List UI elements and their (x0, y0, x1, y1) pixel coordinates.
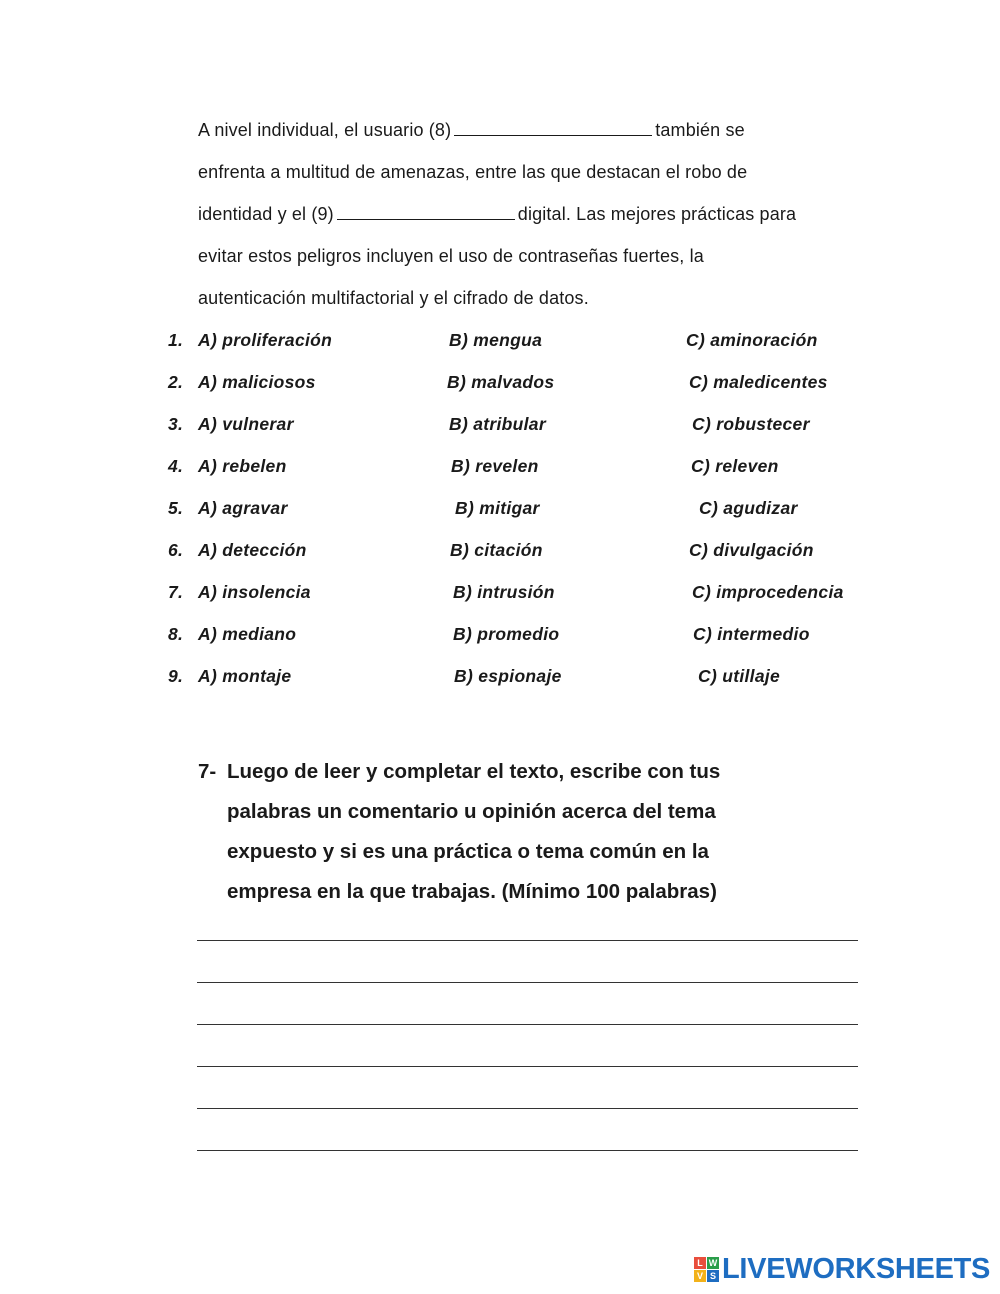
option-row-9 (168, 656, 888, 698)
option-row-3 (168, 404, 888, 446)
option-a[interactable]: A) agravar (198, 498, 288, 518)
option-number: 3. (168, 414, 184, 434)
option-number: 1. (168, 330, 184, 350)
option-c[interactable]: C) releven (691, 456, 779, 476)
option-number: 2. (168, 372, 184, 392)
paragraph-text: digital. Las mejores prácticas para (517, 204, 797, 224)
option-a[interactable]: A) detección (198, 540, 307, 560)
logo-mark-cell: W (708, 1257, 718, 1268)
option-c[interactable]: C) improcedencia (692, 582, 844, 602)
paragraph-line: evitar estos peligros incluyen el uso de contraseñas fuertes, la (198, 246, 704, 266)
option-b[interactable]: B) revelen (451, 456, 539, 476)
option-row-8 (168, 614, 888, 656)
option-row-2 (168, 362, 888, 404)
answer-line-4[interactable] (197, 1066, 858, 1067)
option-a[interactable]: A) montaje (198, 666, 292, 686)
logo-text: LIVEWORKSHEETS (722, 1253, 991, 1285)
logo-mark-cell: V (694, 1270, 706, 1282)
option-b[interactable]: B) promedio (453, 624, 560, 644)
option-c[interactable]: C) maledicentes (689, 372, 828, 392)
option-a[interactable]: A) insolencia (198, 582, 311, 602)
option-b[interactable]: B) mitigar (455, 498, 540, 518)
option-row-1 (168, 320, 888, 362)
option-c[interactable]: C) aminoración (686, 330, 818, 350)
option-a[interactable]: A) rebelen (198, 456, 287, 476)
option-b[interactable]: B) malvados (447, 372, 555, 392)
question-line: Luego de leer y completar el texto, escribe con tus (227, 760, 721, 783)
option-number: 4. (168, 456, 184, 476)
paragraph-text: A nivel individual, el usuario (8) (198, 120, 452, 140)
question-line: palabras un comentario u opinión acerca del tema (227, 800, 716, 823)
option-a[interactable]: A) maliciosos (198, 372, 316, 392)
options-list (168, 320, 888, 698)
paragraph-text: identidad y el (9) (198, 204, 334, 224)
logo-mark-cell: L (694, 1257, 706, 1269)
paragraph-line (198, 196, 878, 238)
liveworksheets-logo (694, 1253, 990, 1285)
option-c[interactable]: C) intermedio (693, 624, 810, 644)
option-number: 9. (168, 666, 184, 686)
option-b[interactable]: B) intrusión (453, 582, 555, 602)
question-line: empresa en la que trabajas. (Mínimo 100 palabras) (227, 880, 717, 903)
answer-line-2[interactable] (197, 982, 858, 983)
logo-mark-cell: S (707, 1270, 719, 1282)
question-line: expuesto y si es una práctica o tema común en la (227, 840, 709, 863)
option-c[interactable]: C) divulgación (689, 540, 814, 560)
option-number: 7. (168, 582, 184, 602)
answer-line-3[interactable] (197, 1024, 858, 1025)
paragraph-text: también se (655, 120, 745, 140)
option-row-6 (168, 530, 888, 572)
option-a[interactable]: A) vulnerar (198, 414, 294, 434)
option-number: 8. (168, 624, 184, 644)
answer-line-1[interactable] (197, 940, 858, 941)
option-row-5 (168, 488, 888, 530)
option-b[interactable]: B) citación (450, 540, 543, 560)
option-c[interactable]: C) agudizar (699, 498, 798, 518)
option-b[interactable]: B) atribular (449, 414, 546, 434)
blank-8-input[interactable] (454, 117, 652, 136)
paragraph-line: enfrenta a multitud de amenazas, entre las que destacan el robo de (198, 162, 748, 182)
option-number: 6. (168, 540, 184, 560)
option-a[interactable]: A) mediano (198, 624, 297, 644)
option-a[interactable]: A) proliferación (198, 330, 333, 350)
paragraph-line: autenticación multifactorial y el cifrado de datos. (198, 288, 589, 308)
fill-in-paragraph (198, 112, 878, 322)
option-b[interactable]: B) espionaje (454, 666, 562, 686)
answer-line-5[interactable] (197, 1108, 858, 1109)
logo-mark-icon (694, 1257, 719, 1282)
option-c[interactable]: C) robustecer (692, 414, 810, 434)
option-number: 5. (168, 498, 184, 518)
blank-9-input[interactable] (337, 201, 515, 220)
option-c[interactable]: C) utillaje (698, 666, 781, 686)
question-7 (198, 752, 878, 912)
paragraph-line (198, 112, 878, 154)
question-number: 7- (198, 760, 217, 783)
option-row-4 (168, 446, 888, 488)
option-b[interactable]: B) mengua (449, 330, 543, 350)
option-row-7 (168, 572, 888, 614)
answer-line-6[interactable] (197, 1150, 858, 1151)
